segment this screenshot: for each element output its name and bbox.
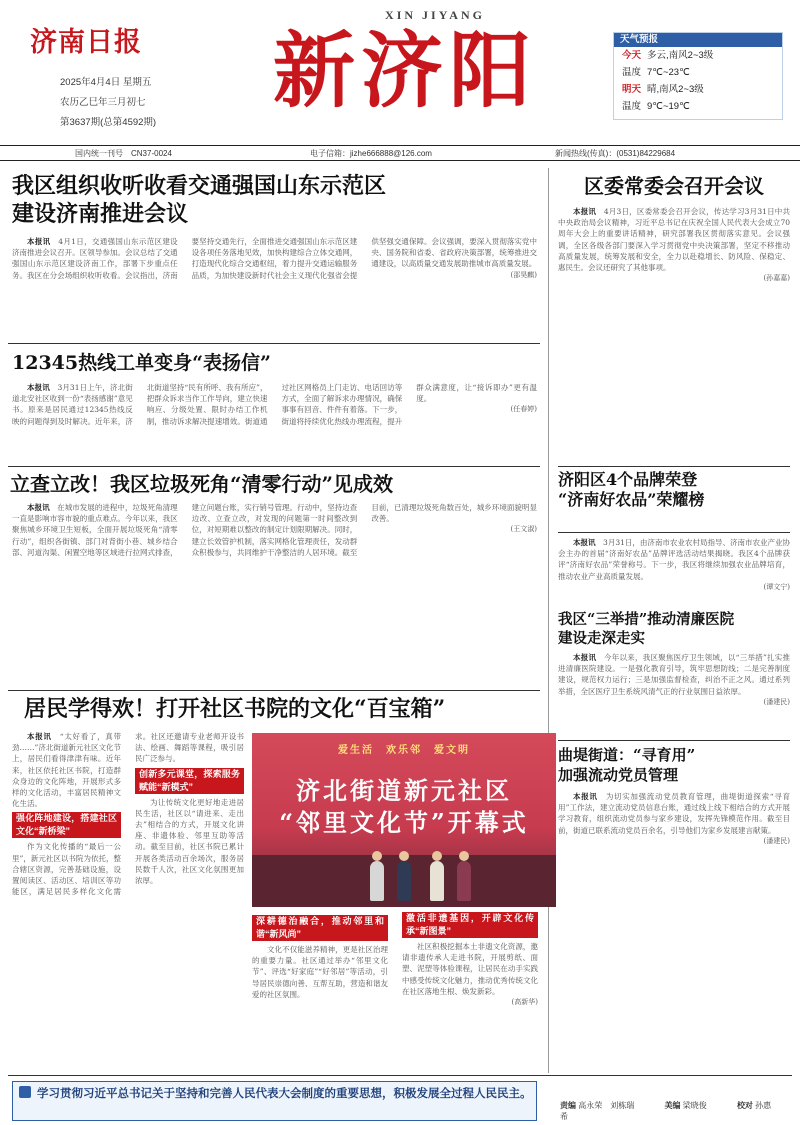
photo-person	[430, 861, 444, 901]
weather-box	[613, 32, 783, 120]
article-r4	[558, 745, 790, 1069]
proof-label: 校对	[736, 1101, 753, 1110]
article-a4	[12, 694, 537, 724]
r1-lead: 本报讯	[573, 207, 597, 216]
r1-headline: 区委常委会召开会议	[584, 174, 764, 198]
weather-tomorrow	[614, 81, 782, 98]
a2-body	[12, 382, 537, 464]
r4-body	[558, 791, 790, 1069]
title-block	[235, 8, 575, 134]
a1-lead: 本报讯	[27, 237, 51, 246]
a1-author: (邵昊麒)	[510, 270, 537, 279]
editor-label: 责编	[560, 1101, 576, 1110]
a4-subhead-4: 激活非遗基因，开辟文化传承“新图景”	[402, 912, 538, 938]
divider-a2	[8, 466, 540, 467]
article-a1	[12, 172, 537, 336]
r3-headline-line2: 建设走深走实	[558, 630, 645, 647]
r3-author: (潘建民)	[763, 697, 790, 706]
a1-body	[12, 236, 537, 336]
issue-number: 第3637期(总第4592期)	[60, 117, 157, 128]
a2-author: (任春婷)	[510, 405, 537, 414]
a4-text: “太好看了，真带劲……”济北街道新元社区文化节上，居民们看得津津有味。近年来，社区依托社区书院，打造群众身边的文化阵地，开展形式多样的文化活动，丰富居民精神文化生活。	[12, 732, 122, 809]
r4-headline	[558, 745, 790, 785]
weather-today	[614, 47, 782, 64]
masthead	[0, 0, 800, 150]
divider-bottom	[8, 1075, 792, 1076]
divider-a1	[8, 343, 540, 344]
info-hotline: 新闻热线(传真)：(0531)84229684	[555, 149, 676, 158]
r4-text: 为切实加强流动党员教育管理，曲堤街道探索“寻育用”工作法，建立流动党员信息台账，通过线上线下相结合的方式开展学习教育，组织流动党员参与家乡建设，发挥先锋模范作用。截至目前，街道已联系流动党员百余名，引导他们为家乡发展建言献策。	[558, 792, 790, 835]
weather-header: 天气预报	[614, 33, 782, 47]
a4-subhead-3: 深耕德治融合，推动邻里和谐“新风尚”	[252, 915, 388, 941]
article-a2	[12, 350, 537, 464]
article-r3	[558, 610, 790, 740]
r2-text: 3月31日，由济南市农业农村局指导、济南市农业产业协会主办的首届“济南好农品”品牌评选活动结果揭晓。我区4个品牌获评“济南好农品”荣誉称号。下一步，我区将继续加强农业品牌培育，推动农业产业高质量发展。	[558, 538, 790, 581]
r3-headline-line1: 我区“三举措”推动清廉医院	[558, 611, 735, 628]
tomorrow-temp: 9℃~19℃	[647, 101, 690, 112]
a1-headline	[12, 172, 537, 228]
article-a3	[12, 470, 537, 682]
a1-headline-line2: 建设济南推进会议	[12, 201, 189, 227]
today-desc: 多云,南风2~3级	[647, 50, 714, 61]
r2-headline-line1: 济阳区4个品牌荣登	[558, 470, 698, 489]
a3-headline: 立查立改！我区垃圾死角“清零行动”见成效	[10, 472, 394, 496]
weather-today-temp	[614, 64, 782, 81]
r2-body	[558, 537, 790, 607]
a4-text-5: 社区积极挖掘本土非遗文化资源，邀请非遗传承人走进书院，开展剪纸、面塑、泥塑等体验课程，让居民在动手实践中感受传统文化魅力，推动优秀传统文化在社区落地生根、焕发新彩。	[402, 942, 538, 996]
a4-lead: 本报讯	[27, 732, 52, 741]
r2-lead: 本报讯	[573, 538, 596, 547]
r4-lead: 本报讯	[573, 792, 598, 801]
a2-text: 3月31日上午，济北街道北安社区收到一份“表扬感谢”意见书。原来是居民通过12345热线反映的问题得到及时解决。近年来，济北街道坚持“民有所呼、我有所应”，把群众诉求当作工作导向，建立快速响应、分级处置、限时办结工作机制，推动诉求解决提速增效。街道通过社区网格员上门走访、电话回访等方式，全面了解诉求办理情况，确保事事有回音、件件有着落。下一步，街道将持续优化热线办理流程，提升群众满意度，让“接诉即办”更有温度。	[12, 383, 537, 426]
photo-banner-line2: “邻里文化节”开幕式	[279, 808, 529, 837]
a4-subhead-1: 强化阵地建设，搭建社区文化“新桥梁”	[12, 812, 121, 838]
a4-text-4: 文化不仅能滋养精神，更是社区治理的重要力量。社区通过举办“邻里文化节”、评选“好家庭”“好邻居”等活动，引导居民崇德向善、互帮互助，营造和谐友爱的社区氛围。	[252, 945, 388, 999]
a3-body	[12, 502, 537, 682]
proof-names: 孙惠希	[560, 1101, 772, 1121]
r2-headline	[558, 470, 790, 510]
photo-person	[370, 861, 384, 901]
a2-lead: 本报讯	[27, 383, 50, 392]
info-email: 电子信箱：jizhe666888@126.com	[310, 149, 432, 158]
info-bar	[0, 145, 800, 161]
r2-headline-line2: “济南好农品”荣耀榜	[558, 490, 705, 509]
photo-banner-line1: 济北街道新元社区	[296, 776, 512, 805]
slogan-text: 学习贯彻习近平总书记关于坚持和完善人民代表大会制度的重要思想，积极发展全过程人民民主。	[37, 1086, 532, 1100]
r3-text: 今年以来，我区聚焦医疗卫生领域，以“三举措”扎实推进清廉医院建设。一是强化教育引导，筑牢思想防线；二是完善制度建设，规范权力运行；三是加强监督检查，纠治不正之风。通过系列举措，全区医疗卫生系统风清气正的行业氛围日益浓厚。	[558, 653, 790, 696]
a3-text: 在城市发展的进程中，垃圾死角清理一直是影响市容市貌的重点难点。今年以来，我区聚焦城乡环境卫生短板，全面开展垃圾死角“清零行动”，组织各街镇、部门对背街小巷、城乡结合部、河道沟渠、闲置空地等区域进行拉网式排查，建立问题台账，实行销号管理。行动中，坚持边查边改、立查立改，对发现的问题第一时间整改到位，对短期难以整改的制定计划限期解决。同时，建立长效管护机制，落实网格化管理责任，发动群众积极参与，共同维护干净整洁的人居环境。截至目前，已清理垃圾死角数百处，城乡环境面貌明显改善。	[12, 503, 537, 557]
r4-headline-line2: 加强流动党员管理	[558, 766, 679, 784]
slogan-marker-icon	[19, 1086, 31, 1098]
today-temp-label: 温度	[622, 67, 642, 78]
tomorrow-label: 明天	[622, 84, 642, 95]
a4-author: (高新华)	[511, 998, 538, 1007]
a4-subhead-2: 创新多元课堂，探索服务赋能“新模式”	[135, 768, 244, 794]
design-label: 美编	[664, 1101, 681, 1110]
tomorrow-desc: 晴,南风2~3级	[647, 84, 704, 95]
lunar-date: 农历乙巳年三月初七	[60, 97, 146, 108]
r2-author: (谭文宁)	[763, 582, 790, 591]
slogan-box	[12, 1081, 537, 1121]
r4-author: (潘建民)	[763, 836, 790, 845]
divider-r2	[558, 532, 790, 533]
editor-credits	[560, 1100, 790, 1122]
r3-body	[558, 652, 790, 740]
photo-banner-top: 爱生活 欢乐邻 爱文明	[338, 745, 470, 756]
today-label: 今天	[622, 50, 642, 61]
today-temp: 7℃~23℃	[647, 67, 690, 78]
editor-names: 高永荣 刘栋瑞	[578, 1101, 635, 1110]
divider-a3	[8, 690, 540, 691]
newspaper-title: 新济阳	[272, 23, 537, 119]
a4-text-2: 作为文化传播的“最后一公里”，新元社区以书院为依托，整合辖区资源，完善基础设施，设置阅读区、活动区、培训区等功能区，满足居民多样化文化需求。社区还邀请专业老师开设书法、绘画、舞蹈等课程，吸引居民广泛参与。	[12, 732, 244, 897]
a2-headline: 12345热线工单变身“表扬信”	[12, 352, 271, 374]
column-divider	[548, 168, 549, 1073]
info-cn-number: 国内统一刊号 CN37-0024	[75, 149, 172, 158]
article-r1	[558, 172, 790, 458]
a1-text: 4月1日，交通强国山东示范区建设济南推进会议召开。区领导参加。会议总结了交通强国山东示范区建设济南工作，部署下步重点任务。我区在分会场组织收听收看。会议指出，济南要坚持交通先行，全面推进交通强国山东示范区建设各项任务落地见效，加快构建综合立体交通网，打造现代化综合交通枢纽，着力提升交通运输服务品质，为加快建设新时代社会主义现代化强省会提供坚强交通保障。会议强调，要深入贯彻落实党中央、国务院和省委、省政府决策部署，统筹推进交通建设，以高质量交通发展助推城市高质量发展。	[12, 237, 537, 280]
weather-tomorrow-temp	[614, 98, 782, 115]
r4-headline-line1: 曲堤街道：“寻育用”	[558, 746, 696, 764]
photo-person	[457, 861, 471, 901]
r3-lead: 本报讯	[573, 653, 597, 662]
title-pinyin: XIN JIYANG	[385, 8, 485, 22]
photo-person	[397, 861, 411, 901]
a4-body-right	[252, 912, 538, 1070]
a3-lead: 本报讯	[27, 503, 50, 512]
issue-meta	[60, 73, 220, 133]
a3-author: (王文淑)	[510, 525, 537, 534]
brand-logo: 济南日报	[30, 27, 142, 58]
a1-headline-line1: 我区组织收听收看交通强国山东示范区	[12, 173, 387, 199]
a4-headline: 居民学得欢！打开社区书院的文化“百宝箱”	[24, 696, 446, 722]
photo-person-head	[372, 851, 382, 861]
photo-person-head	[432, 851, 442, 861]
event-photo	[252, 733, 556, 907]
divider-r1	[558, 466, 790, 467]
article-r2	[558, 470, 790, 510]
issue-date: 2025年4月4日 星期五	[60, 77, 152, 88]
tomorrow-temp-label: 温度	[622, 101, 642, 112]
r3-headline	[558, 610, 790, 648]
r1-body	[558, 206, 790, 458]
r1-text: 4月3日，区委常委会召开会议，传达学习3月31日中共中央政治局会议精神，习近平总书记在庆祝全国人民代表大会成立70周年大会上的重要讲话精神，研究部署我区贯彻落实意见。会议强调，全区各级各部门要深入学习贯彻党中央决策部署，坚定不移推动高质量发展，统筹发展和安全，全力以赴稳增长、防风险、保稳定、惠民生。会议还研究了其他事项。	[558, 207, 790, 273]
design-names: 梁晓俊	[682, 1101, 707, 1110]
divider-r3	[558, 740, 790, 741]
photo-person-head	[459, 851, 469, 861]
photo-person-head	[399, 851, 409, 861]
a4-text-3: 为让传统文化更好地走进居民生活，社区以“请进来、走出去”相结合的方式，开展文化讲座、非遗体验、邻里互助等活动。截至目前，社区书院已累计开展各类活动百余场次，服务居民数千人次，社区文化氛围更加浓厚。	[135, 797, 244, 886]
r1-author: (孙嘉嘉)	[763, 274, 790, 283]
a4-body-left	[12, 731, 244, 1069]
